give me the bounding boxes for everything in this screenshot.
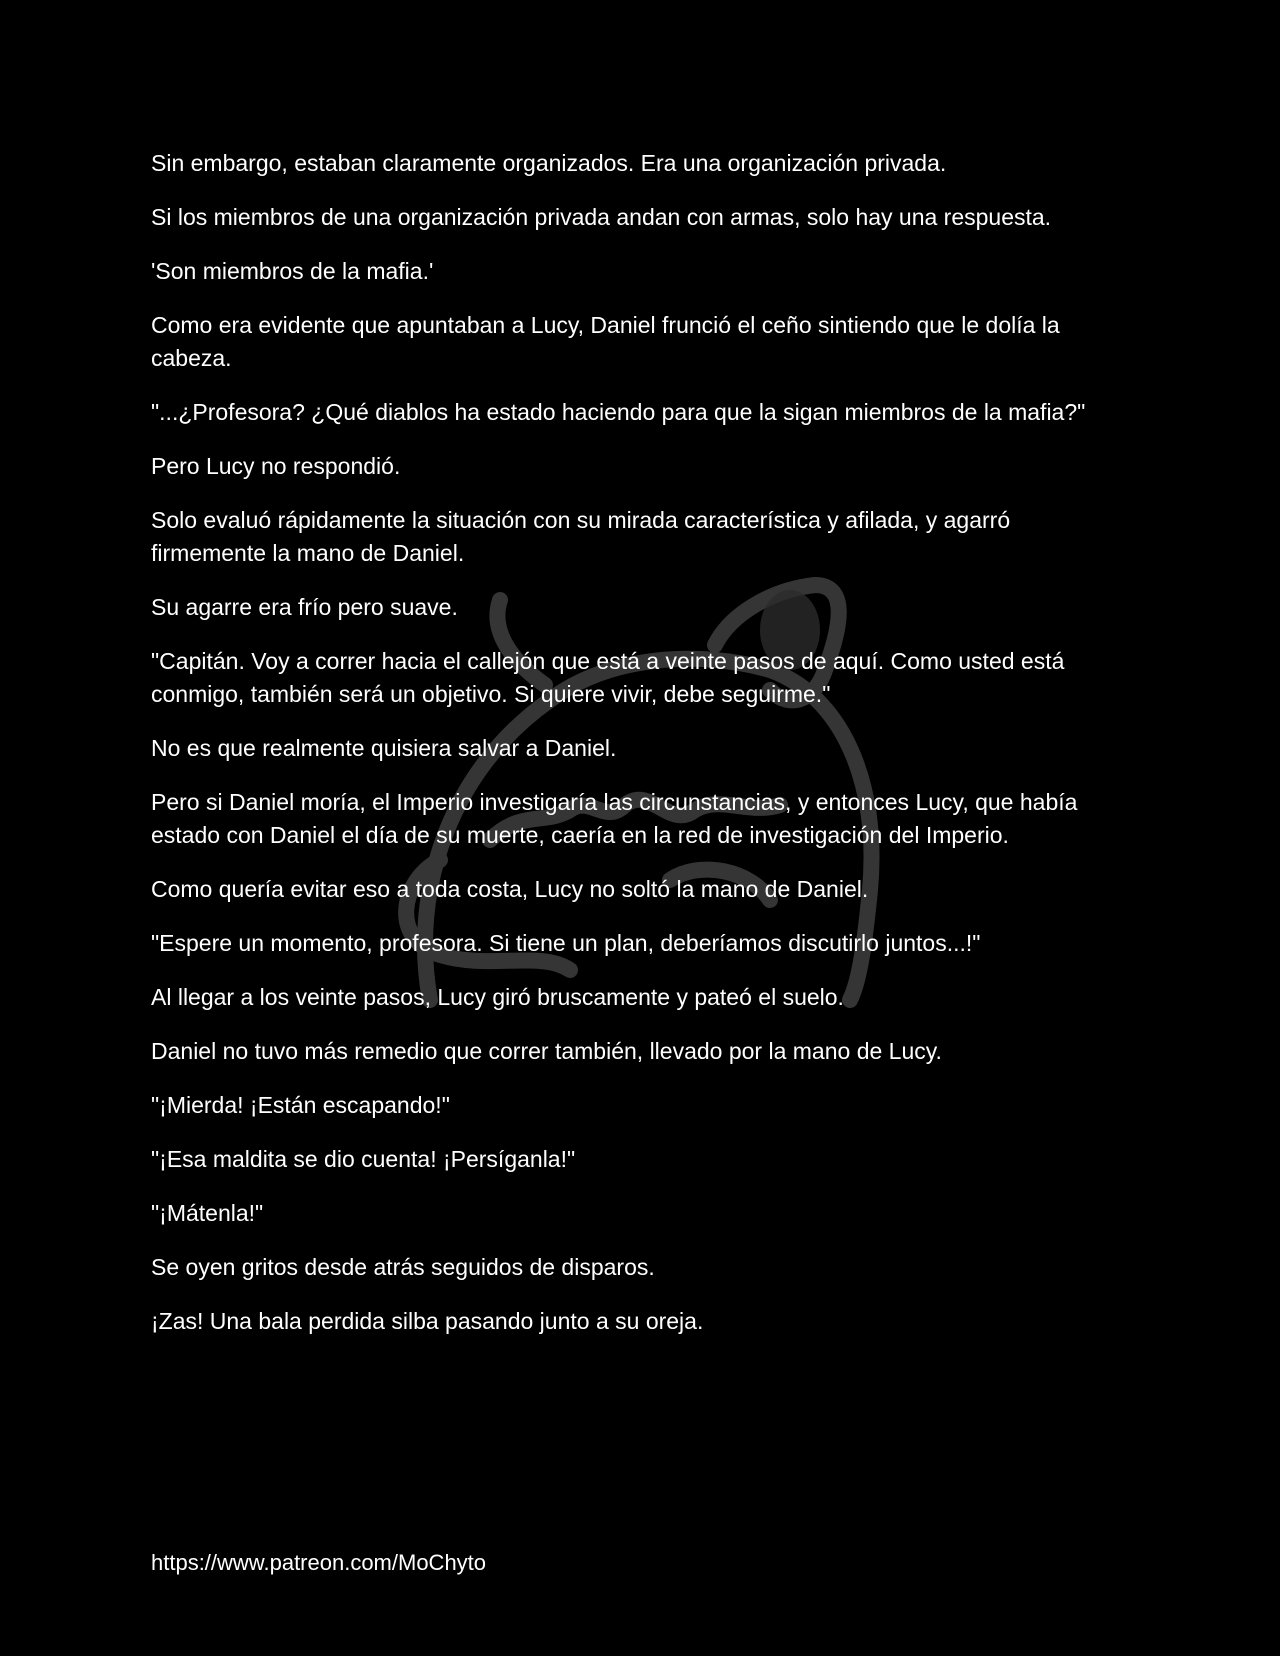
paragraph: Daniel no tuvo más remedio que correr también, llevado por la mano de Lucy.	[151, 1038, 942, 1064]
paragraph: Al llegar a los veinte pasos, Lucy giró bruscamente y pateó el suelo.	[151, 984, 844, 1010]
paragraph: Como era evidente que apuntaban a Lucy, Daniel frunció el ceño sintiendo que le dolía la cabeza.	[151, 312, 1060, 371]
paragraph: Su agarre era frío pero suave.	[151, 594, 458, 620]
paragraph: Se oyen gritos desde atrás seguidos de disparos.	[151, 1254, 655, 1280]
paragraph: 'Son miembros de la mafia.'	[151, 258, 434, 284]
paragraph: Si los miembros de una organización privada andan con armas, solo hay una respuesta.	[151, 204, 1052, 230]
paragraph: "Espere un momento, profesora. Si tiene un plan, deberíamos discutirlo juntos...!"	[151, 930, 981, 956]
paragraph: "¡Mátenla!"	[151, 1200, 264, 1226]
paragraph: Como quería evitar eso a toda costa, Lucy no soltó la mano de Daniel.	[151, 876, 869, 902]
paragraph: "Capitán. Voy a correr hacia el callejón que está a veinte pasos de aquí. Como usted está conmigo, también será un objetivo. Si quiere vivir, debe seguirme."	[151, 648, 1065, 707]
paragraph: Solo evaluó rápidamente la situación con su mirada característica y afilada, y agarró firmemente la mano de Daniel.	[151, 507, 1011, 566]
paragraph: No es que realmente quisiera salvar a Daniel.	[151, 735, 617, 761]
paragraph: Pero Lucy no respondió.	[151, 453, 401, 479]
paragraph: Sin embargo, estaban claramente organizados. Era una organización privada.	[151, 150, 947, 176]
paragraph: "¡Esa maldita se dio cuenta! ¡Persíganla!"	[151, 1146, 576, 1172]
patreon-link[interactable]: https://www.patreon.com/MoChyto	[151, 1550, 487, 1575]
paragraph: "...¿Profesora? ¿Qué diablos ha estado haciendo para que la sigan miembros de la mafia?"	[151, 399, 1086, 425]
paragraph: Pero si Daniel moría, el Imperio investigaría las circunstancias, y entonces Lucy, que había estado con Daniel el día de su muerte, caería en la red de investigación del Imperio.	[151, 789, 1078, 848]
paragraph: ¡Zas! Una bala perdida silba pasando junto a su oreja.	[151, 1308, 704, 1334]
paragraph: "¡Mierda! ¡Están escapando!"	[151, 1092, 450, 1118]
document-body	[151, 147, 1131, 1359]
